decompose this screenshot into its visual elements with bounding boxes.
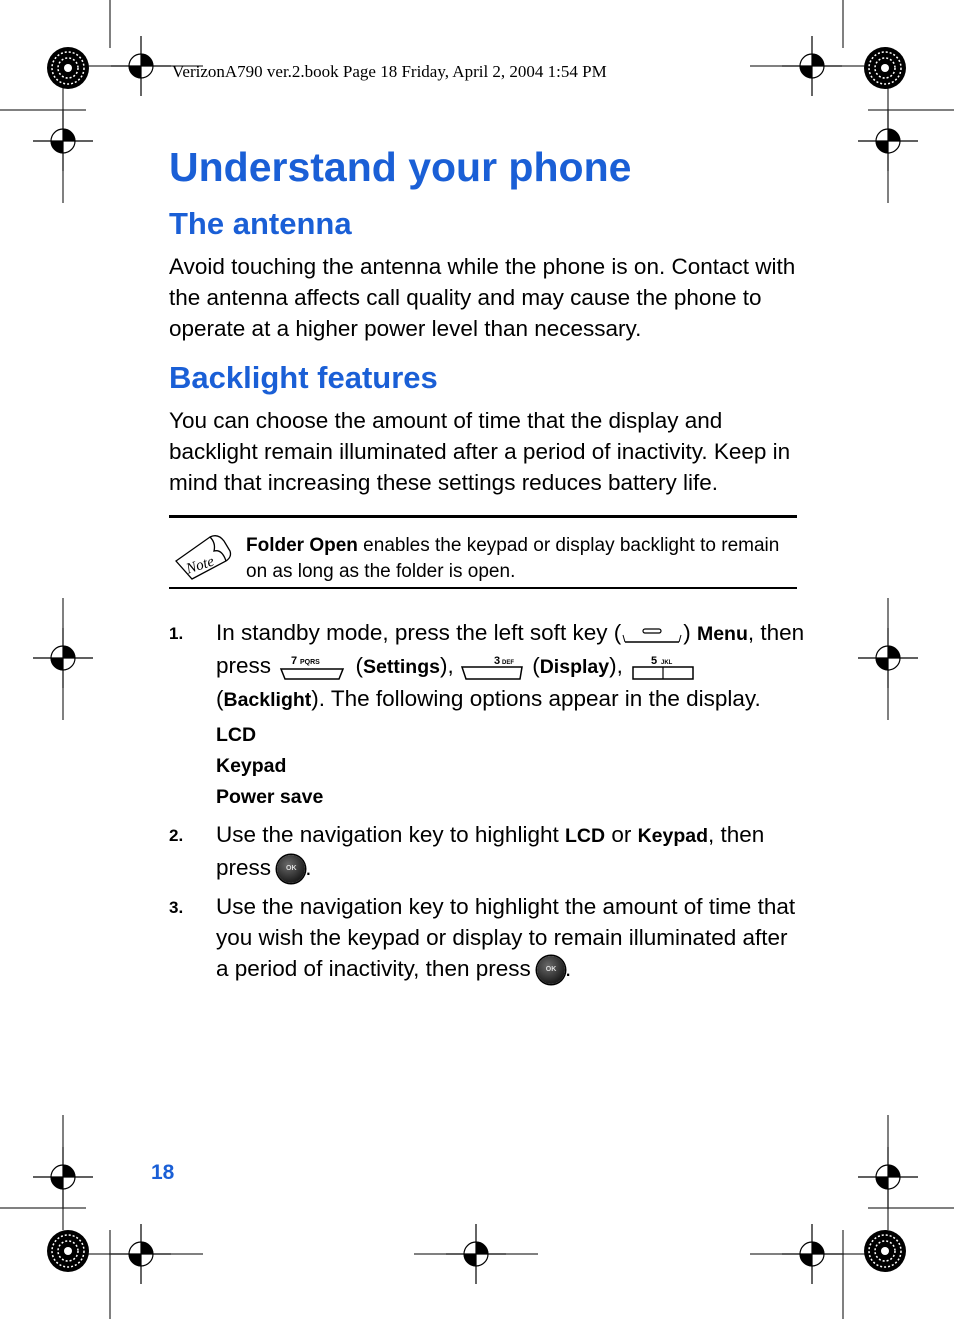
page-number: 18	[151, 1161, 175, 1184]
note-icon	[172, 531, 236, 583]
step-1-part: (	[525, 653, 540, 678]
step-2-part: Use the navigation key to highlight	[216, 822, 565, 847]
key-3-letters: DEF	[501, 660, 514, 667]
menu-label: Menu	[696, 623, 748, 645]
note-icon-label: Note	[184, 553, 217, 578]
left-soft-key-icon	[621, 623, 683, 645]
step-1-part: (	[216, 686, 224, 711]
step-3-part: .	[565, 956, 572, 981]
note-bottom-rule	[169, 587, 797, 589]
step-1-part: In standby mode, press the left soft key (	[216, 620, 622, 645]
note-bold: Folder Open	[246, 535, 358, 556]
step-number-2: 2.	[169, 826, 184, 845]
step-2-text	[216, 819, 806, 883]
key-5-digit: 5	[651, 655, 658, 668]
step-2-part: .	[305, 855, 312, 880]
note-body: enables the keypad or display backlight to remain on as long as the folder is open.	[246, 535, 780, 582]
key-7-icon	[277, 653, 349, 681]
step-3-text	[216, 891, 806, 984]
option-keypad: Keypad	[216, 755, 287, 777]
step-1-part: ). The following options appear in the display.	[311, 686, 761, 711]
step-1-part: , then press	[216, 620, 805, 678]
key-5-letters: JKL	[661, 660, 673, 667]
option-power-save: Power save	[216, 786, 324, 808]
ok-key-icon: OK	[537, 956, 565, 984]
step-2-part: , then press	[216, 822, 765, 880]
note-text	[246, 533, 791, 585]
keypad-label: Keypad	[637, 825, 709, 847]
step-1-text	[216, 617, 806, 716]
section-heading-backlight: Backlight features	[169, 360, 438, 395]
key-3-digit: 3	[493, 655, 501, 668]
step-1-part: ),	[609, 653, 630, 678]
section-heading-antenna: The antenna	[169, 206, 352, 241]
key-3-icon	[460, 653, 526, 681]
settings-label: Settings	[363, 656, 440, 678]
key-7-letters: PQRS	[300, 659, 321, 667]
backlight-label: Backlight	[223, 689, 312, 711]
key-7-digit: 7	[291, 655, 298, 668]
step-3-part: Use the navigation key to highlight the amount of time that you wish the keypad or display to remain illuminated after a period of inactivity, then press	[216, 894, 796, 981]
backlight-paragraph: You can choose the amount of time that the display and backlight remain illuminated after a period of inactivity. Keep in mind that increasing these settings reduces battery life.	[169, 408, 791, 495]
page-title: Understand your phone	[169, 144, 632, 190]
step-1-part: )	[683, 620, 697, 645]
ok-key-icon: OK	[277, 855, 305, 883]
key-5-icon	[629, 653, 697, 681]
step-1-part: (	[349, 653, 364, 678]
step-1-part: ),	[439, 653, 460, 678]
book-header-line: VerizonA790 ver.2.book Page 18 Friday, April 2, 2004 1:54 PM	[172, 62, 607, 81]
antenna-paragraph: Avoid touching the antenna while the phone is on. Contact with the antenna affects call quality and may cause the phone to operate at a higher power level than necessary.	[169, 254, 796, 341]
display-label: Display	[539, 656, 610, 678]
option-lcd: LCD	[216, 724, 257, 746]
step-2-part: or	[605, 822, 638, 847]
step-number-3: 3.	[169, 898, 184, 917]
lcd-label: LCD	[564, 825, 606, 847]
note-top-rule	[169, 515, 797, 518]
step-number-1: 1.	[169, 624, 184, 643]
